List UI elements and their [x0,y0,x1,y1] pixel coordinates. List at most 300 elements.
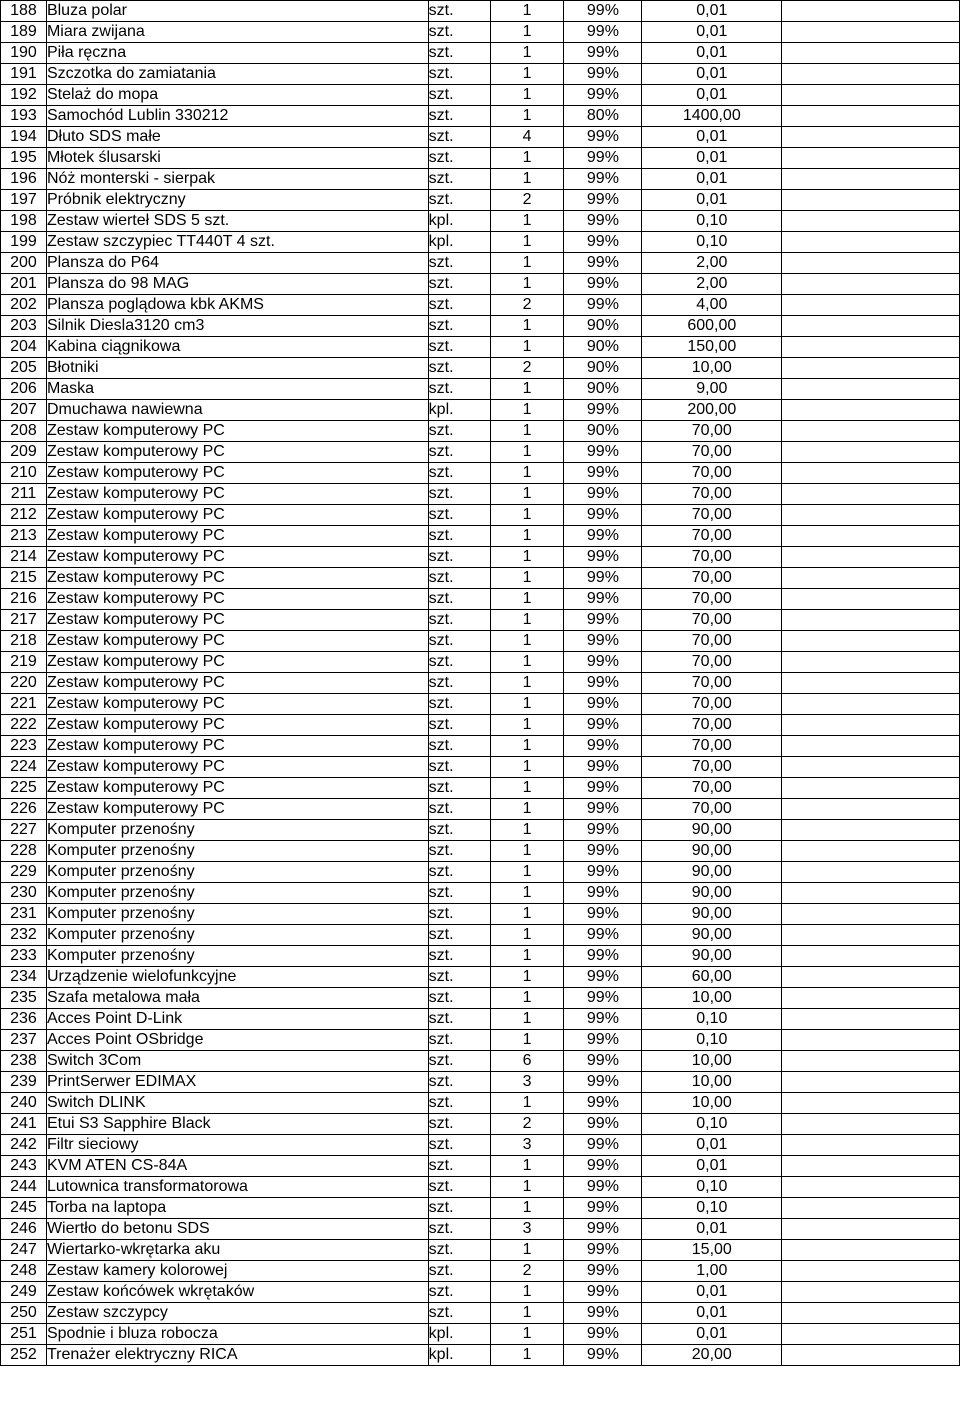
quantity-cell: 1 [490,967,564,988]
table-row [1,862,960,883]
row-number-cell: 199 [1,232,47,253]
empty-cell [782,589,960,610]
row-number-cell: 202 [1,295,47,316]
wear-percent-cell: 99% [564,862,642,883]
row-number-cell: 203 [1,316,47,337]
item-name-cell: Zestaw komputerowy PC [46,589,428,610]
item-name-cell: Komputer przenośny [46,904,428,925]
table-row [1,253,960,274]
item-name-cell: Plansza poglądowa kbk AKMS [46,295,428,316]
item-name-cell: Komputer przenośny [46,862,428,883]
empty-cell [782,778,960,799]
row-number-cell: 194 [1,127,47,148]
empty-cell [782,22,960,43]
unit-cell: szt. [428,1261,490,1282]
unit-cell: szt. [428,652,490,673]
value-cell: 20,00 [642,1345,782,1366]
empty-cell [782,400,960,421]
table-row [1,127,960,148]
wear-percent-cell: 99% [564,1114,642,1135]
row-number-cell: 216 [1,589,47,610]
wear-percent-cell: 99% [564,505,642,526]
table-row [1,379,960,400]
row-number-cell: 247 [1,1240,47,1261]
empty-cell [782,1324,960,1345]
wear-percent-cell: 99% [564,925,642,946]
value-cell: 60,00 [642,967,782,988]
unit-cell: szt. [428,253,490,274]
item-name-cell: Zestaw komputerowy PC [46,463,428,484]
empty-cell [782,1114,960,1135]
unit-cell: szt. [428,442,490,463]
value-cell: 70,00 [642,505,782,526]
quantity-cell: 1 [490,589,564,610]
wear-percent-cell: 99% [564,841,642,862]
empty-cell [782,316,960,337]
table-row [1,442,960,463]
table-row [1,1219,960,1240]
quantity-cell: 1 [490,148,564,169]
empty-cell [782,610,960,631]
quantity-cell: 1 [490,1324,564,1345]
item-name-cell: Nóż monterski - sierpak [46,169,428,190]
unit-cell: szt. [428,169,490,190]
row-number-cell: 195 [1,148,47,169]
item-name-cell: Acces Point D-Link [46,1009,428,1030]
unit-cell: szt. [428,925,490,946]
quantity-cell: 1 [490,106,564,127]
value-cell: 90,00 [642,925,782,946]
item-name-cell: Filtr sieciowy [46,1135,428,1156]
row-number-cell: 196 [1,169,47,190]
value-cell: 70,00 [642,589,782,610]
row-number-cell: 212 [1,505,47,526]
empty-cell [782,1240,960,1261]
unit-cell: szt. [428,484,490,505]
value-cell: 70,00 [642,673,782,694]
item-name-cell: Piła ręczna [46,43,428,64]
value-cell: 150,00 [642,337,782,358]
empty-cell [782,358,960,379]
item-name-cell: Zestaw kamery kolorowej [46,1261,428,1282]
row-number-cell: 238 [1,1051,47,1072]
wear-percent-cell: 90% [564,337,642,358]
item-name-cell: Komputer przenośny [46,946,428,967]
empty-cell [782,1030,960,1051]
value-cell: 70,00 [642,652,782,673]
item-name-cell: Switch 3Com [46,1051,428,1072]
value-cell: 10,00 [642,1093,782,1114]
quantity-cell: 1 [490,778,564,799]
quantity-cell: 3 [490,1072,564,1093]
unit-cell: szt. [428,337,490,358]
row-number-cell: 229 [1,862,47,883]
empty-cell [782,1345,960,1366]
unit-cell: kpl. [428,400,490,421]
wear-percent-cell: 99% [564,610,642,631]
wear-percent-cell: 99% [564,400,642,421]
quantity-cell: 1 [490,547,564,568]
wear-percent-cell: 99% [564,1240,642,1261]
wear-percent-cell: 99% [564,484,642,505]
item-name-cell: Zestaw szczypcy [46,1303,428,1324]
quantity-cell: 1 [490,1282,564,1303]
value-cell: 0,01 [642,22,782,43]
item-name-cell: Zestaw komputerowy PC [46,757,428,778]
wear-percent-cell: 99% [564,1093,642,1114]
wear-percent-cell: 99% [564,1219,642,1240]
unit-cell: szt. [428,316,490,337]
table-row [1,1072,960,1093]
unit-cell: szt. [428,799,490,820]
row-number-cell: 201 [1,274,47,295]
empty-cell [782,757,960,778]
unit-cell: szt. [428,1072,490,1093]
quantity-cell: 1 [490,862,564,883]
quantity-cell: 2 [490,358,564,379]
quantity-cell: 1 [490,1,564,22]
empty-cell [782,1282,960,1303]
table-row [1,1240,960,1261]
unit-cell: szt. [428,1114,490,1135]
wear-percent-cell: 99% [564,190,642,211]
table-row [1,1051,960,1072]
row-number-cell: 246 [1,1219,47,1240]
empty-cell [782,1,960,22]
row-number-cell: 200 [1,253,47,274]
unit-cell: szt. [428,1,490,22]
quantity-cell: 1 [490,568,564,589]
item-name-cell: Zestaw komputerowy PC [46,505,428,526]
table-row [1,169,960,190]
value-cell: 0,10 [642,1177,782,1198]
quantity-cell: 1 [490,610,564,631]
row-number-cell: 252 [1,1345,47,1366]
wear-percent-cell: 99% [564,673,642,694]
unit-cell: szt. [428,421,490,442]
table-row [1,484,960,505]
empty-cell [782,694,960,715]
quantity-cell: 1 [490,463,564,484]
quantity-cell: 1 [490,253,564,274]
quantity-cell: 1 [490,484,564,505]
value-cell: 0,10 [642,211,782,232]
empty-cell [782,1303,960,1324]
value-cell: 90,00 [642,862,782,883]
empty-cell [782,1198,960,1219]
item-name-cell: Zestaw wierteł SDS 5 szt. [46,211,428,232]
item-name-cell: Kabina ciągnikowa [46,337,428,358]
value-cell: 0,10 [642,232,782,253]
empty-cell [782,883,960,904]
item-name-cell: Zestaw komputerowy PC [46,547,428,568]
value-cell: 0,10 [642,1114,782,1135]
quantity-cell: 1 [490,1345,564,1366]
table-row [1,799,960,820]
empty-cell [782,64,960,85]
unit-cell: szt. [428,946,490,967]
unit-cell: szt. [428,778,490,799]
empty-cell [782,148,960,169]
wear-percent-cell: 99% [564,1345,642,1366]
quantity-cell: 1 [490,400,564,421]
wear-percent-cell: 99% [564,64,642,85]
item-name-cell: Samochód Lublin 330212 [46,106,428,127]
item-name-cell: Wiertło do betonu SDS [46,1219,428,1240]
wear-percent-cell: 99% [564,22,642,43]
empty-cell [782,295,960,316]
quantity-cell: 3 [490,1135,564,1156]
empty-cell [782,169,960,190]
quantity-cell: 1 [490,1009,564,1030]
item-name-cell: Trenażer elektryczny RICA [46,1345,428,1366]
empty-cell [782,337,960,358]
empty-cell [782,463,960,484]
empty-cell [782,547,960,568]
quantity-cell: 1 [490,211,564,232]
item-name-cell: Maska [46,379,428,400]
wear-percent-cell: 90% [564,379,642,400]
table-row [1,778,960,799]
value-cell: 600,00 [642,316,782,337]
item-name-cell: Dłuto SDS małe [46,127,428,148]
quantity-cell: 1 [490,631,564,652]
quantity-cell: 1 [490,1177,564,1198]
item-name-cell: Młotek ślusarski [46,148,428,169]
row-number-cell: 242 [1,1135,47,1156]
row-number-cell: 207 [1,400,47,421]
row-number-cell: 249 [1,1282,47,1303]
row-number-cell: 210 [1,463,47,484]
unit-cell: szt. [428,1198,490,1219]
row-number-cell: 224 [1,757,47,778]
value-cell: 9,00 [642,379,782,400]
wear-percent-cell: 99% [564,295,642,316]
empty-cell [782,484,960,505]
empty-cell [782,442,960,463]
value-cell: 0,01 [642,1219,782,1240]
table-row [1,757,960,778]
row-number-cell: 198 [1,211,47,232]
value-cell: 70,00 [642,715,782,736]
wear-percent-cell: 99% [564,904,642,925]
quantity-cell: 2 [490,1261,564,1282]
quantity-cell: 1 [490,1303,564,1324]
wear-percent-cell: 99% [564,1282,642,1303]
quantity-cell: 1 [490,1240,564,1261]
quantity-cell: 1 [490,820,564,841]
table-row [1,295,960,316]
wear-percent-cell: 99% [564,694,642,715]
table-row [1,1114,960,1135]
row-number-cell: 227 [1,820,47,841]
item-name-cell: Zestaw komputerowy PC [46,778,428,799]
wear-percent-cell: 99% [564,652,642,673]
quantity-cell: 1 [490,946,564,967]
unit-cell: szt. [428,757,490,778]
item-name-cell: Zestaw komputerowy PC [46,799,428,820]
table-row [1,1093,960,1114]
quantity-cell: 1 [490,379,564,400]
table-row [1,1177,960,1198]
table-row [1,400,960,421]
table-row [1,1135,960,1156]
wear-percent-cell: 99% [564,1198,642,1219]
unit-cell: szt. [428,1219,490,1240]
table-row [1,421,960,442]
value-cell: 2,00 [642,274,782,295]
unit-cell: szt. [428,589,490,610]
item-name-cell: Silnik Diesla3120 cm3 [46,316,428,337]
unit-cell: szt. [428,127,490,148]
quantity-cell: 1 [490,43,564,64]
value-cell: 2,00 [642,253,782,274]
empty-cell [782,253,960,274]
wear-percent-cell: 99% [564,883,642,904]
row-number-cell: 235 [1,988,47,1009]
wear-percent-cell: 99% [564,799,642,820]
wear-percent-cell: 80% [564,106,642,127]
quantity-cell: 1 [490,883,564,904]
quantity-cell: 1 [490,1030,564,1051]
quantity-cell: 1 [490,988,564,1009]
value-cell: 0,10 [642,1198,782,1219]
row-number-cell: 234 [1,967,47,988]
table-row [1,22,960,43]
empty-cell [782,1009,960,1030]
table-row [1,1009,960,1030]
value-cell: 0,01 [642,1156,782,1177]
unit-cell: szt. [428,1093,490,1114]
row-number-cell: 192 [1,85,47,106]
quantity-cell: 1 [490,85,564,106]
row-number-cell: 204 [1,337,47,358]
row-number-cell: 241 [1,1114,47,1135]
wear-percent-cell: 99% [564,1072,642,1093]
quantity-cell: 2 [490,295,564,316]
row-number-cell: 191 [1,64,47,85]
wear-percent-cell: 99% [564,1303,642,1324]
item-name-cell: Switch DLINK [46,1093,428,1114]
unit-cell: szt. [428,736,490,757]
empty-cell [782,1093,960,1114]
quantity-cell: 1 [490,526,564,547]
table-row [1,316,960,337]
wear-percent-cell: 99% [564,1324,642,1345]
row-number-cell: 233 [1,946,47,967]
item-name-cell: Szafa metalowa mała [46,988,428,1009]
unit-cell: szt. [428,715,490,736]
quantity-cell: 1 [490,925,564,946]
quantity-cell: 1 [490,904,564,925]
item-name-cell: Spodnie i bluza robocza [46,1324,428,1345]
row-number-cell: 230 [1,883,47,904]
item-name-cell: Urządzenie wielofunkcyjne [46,967,428,988]
quantity-cell: 4 [490,127,564,148]
unit-cell: szt. [428,85,490,106]
empty-cell [782,799,960,820]
item-name-cell: Etui S3 Sapphire Black [46,1114,428,1135]
row-number-cell: 225 [1,778,47,799]
row-number-cell: 218 [1,631,47,652]
value-cell: 90,00 [642,946,782,967]
wear-percent-cell: 99% [564,169,642,190]
unit-cell: szt. [428,505,490,526]
unit-cell: kpl. [428,1345,490,1366]
empty-cell [782,1261,960,1282]
value-cell: 0,01 [642,148,782,169]
table-row [1,1324,960,1345]
unit-cell: szt. [428,1009,490,1030]
row-number-cell: 206 [1,379,47,400]
item-name-cell: Plansza do 98 MAG [46,274,428,295]
table-row [1,652,960,673]
quantity-cell: 1 [490,1198,564,1219]
quantity-cell: 6 [490,1051,564,1072]
item-name-cell: Acces Point OSbridge [46,1030,428,1051]
row-number-cell: 193 [1,106,47,127]
empty-cell [782,421,960,442]
table-row [1,925,960,946]
unit-cell: szt. [428,820,490,841]
wear-percent-cell: 99% [564,85,642,106]
row-number-cell: 248 [1,1261,47,1282]
table-row [1,1345,960,1366]
unit-cell: szt. [428,904,490,925]
value-cell: 70,00 [642,799,782,820]
row-number-cell: 240 [1,1093,47,1114]
row-number-cell: 222 [1,715,47,736]
value-cell: 70,00 [642,778,782,799]
wear-percent-cell: 99% [564,757,642,778]
quantity-cell: 2 [490,1114,564,1135]
table-row [1,568,960,589]
value-cell: 10,00 [642,358,782,379]
unit-cell: kpl. [428,211,490,232]
table-row [1,505,960,526]
item-name-cell: Stelaż do mopa [46,85,428,106]
item-name-cell: Próbnik elektryczny [46,190,428,211]
unit-cell: szt. [428,463,490,484]
item-name-cell: Zestaw komputerowy PC [46,526,428,547]
wear-percent-cell: 99% [564,253,642,274]
item-name-cell: Szczotka do zamiatania [46,64,428,85]
empty-cell [782,274,960,295]
row-number-cell: 236 [1,1009,47,1030]
unit-cell: szt. [428,526,490,547]
item-name-cell: Zestaw komputerowy PC [46,673,428,694]
item-name-cell: KVM ATEN CS-84A [46,1156,428,1177]
empty-cell [782,652,960,673]
quantity-cell: 1 [490,652,564,673]
row-number-cell: 188 [1,1,47,22]
wear-percent-cell: 99% [564,232,642,253]
row-number-cell: 205 [1,358,47,379]
row-number-cell: 190 [1,43,47,64]
wear-percent-cell: 99% [564,1156,642,1177]
empty-cell [782,988,960,1009]
row-number-cell: 244 [1,1177,47,1198]
table-row [1,526,960,547]
value-cell: 70,00 [642,757,782,778]
value-cell: 10,00 [642,1072,782,1093]
table-row [1,1030,960,1051]
value-cell: 90,00 [642,904,782,925]
item-name-cell: Zestaw komputerowy PC [46,631,428,652]
table-row [1,715,960,736]
row-number-cell: 220 [1,673,47,694]
quantity-cell: 1 [490,673,564,694]
